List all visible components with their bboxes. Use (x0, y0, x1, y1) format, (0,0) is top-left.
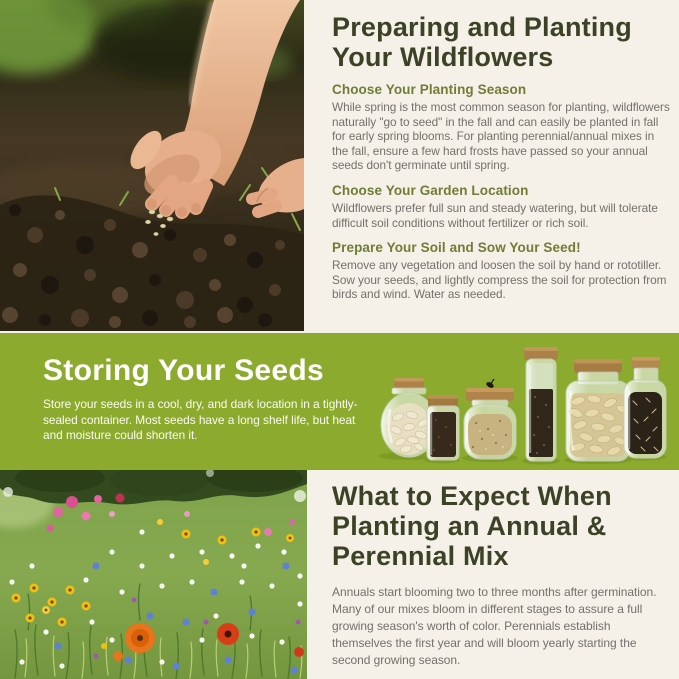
jar-tall-cylinder (524, 347, 558, 461)
preparing-title-line2: Your Wildflowers (332, 42, 554, 72)
wildflower-meadow-illustration (0, 470, 307, 679)
jar-sunflower-seeds (624, 357, 666, 458)
garden-location-heading: Choose Your Garden Location (332, 182, 529, 198)
storing-section (0, 333, 679, 470)
expect-title-line3: Perennial Mix (332, 541, 509, 571)
hand-planting-photo (0, 0, 304, 331)
prepare-soil-heading: Prepare Your Soil and Sow Your Seed! (332, 240, 581, 256)
prepare-soil-body: Remove any vegetation and loosen the soil by hand or rototiller. Sow your seeds, and lightly compress the soil for protection from birds and wind. Water as needed. (332, 258, 667, 302)
planting-season-body: While spring is the most common season for planting, wildflowers naturally "go to seed" in the fall and can easily be planted in fall for early spring blooms. For planting perennial/annual mixes in the fall, ensure a few hard frosts have passed so your annual seeds don't germinate until spring. (332, 100, 670, 173)
garden-location-body: Wildflowers prefer full sun and steady watering, but will tolerate difficult soil conditions without fertilizer or rich soil. (332, 200, 658, 230)
storing-body: Store your seeds in a cool, dry, and dark location in a tightly-sealed container. Most seeds have a long shelf life, but heat and moisture could shorten it. (43, 397, 358, 443)
preparing-title (332, 12, 670, 72)
seed-jars-photo (378, 335, 668, 470)
jar-pumpkin-seeds (566, 359, 630, 461)
storing-title: Storing Your Seeds (43, 354, 325, 387)
expect-title (332, 481, 670, 571)
planting-season-heading: Choose Your Planting Season (332, 82, 527, 97)
expect-body: Annuals start blooming two to three months after germination. Many of our mixes bloom in different stages to assure a full growing season's worth of color. Perennials establish themselves the first year and will bloom yearly starting the second growing season. (332, 585, 657, 667)
seed-jars-illustration (378, 335, 668, 465)
expect-title-line1: What to Expect When (332, 481, 612, 511)
expect-title-line2: Planting an Annual & (332, 511, 607, 541)
jar-sandy-seeds (464, 379, 516, 459)
preparing-title-line1: Preparing and Planting (332, 12, 632, 42)
jar-dark-seeds (427, 395, 459, 460)
preparing-section (332, 12, 670, 302)
hand-planting-illustration (0, 0, 304, 331)
expect-section (332, 481, 670, 669)
wildflower-meadow-photo (0, 470, 307, 679)
